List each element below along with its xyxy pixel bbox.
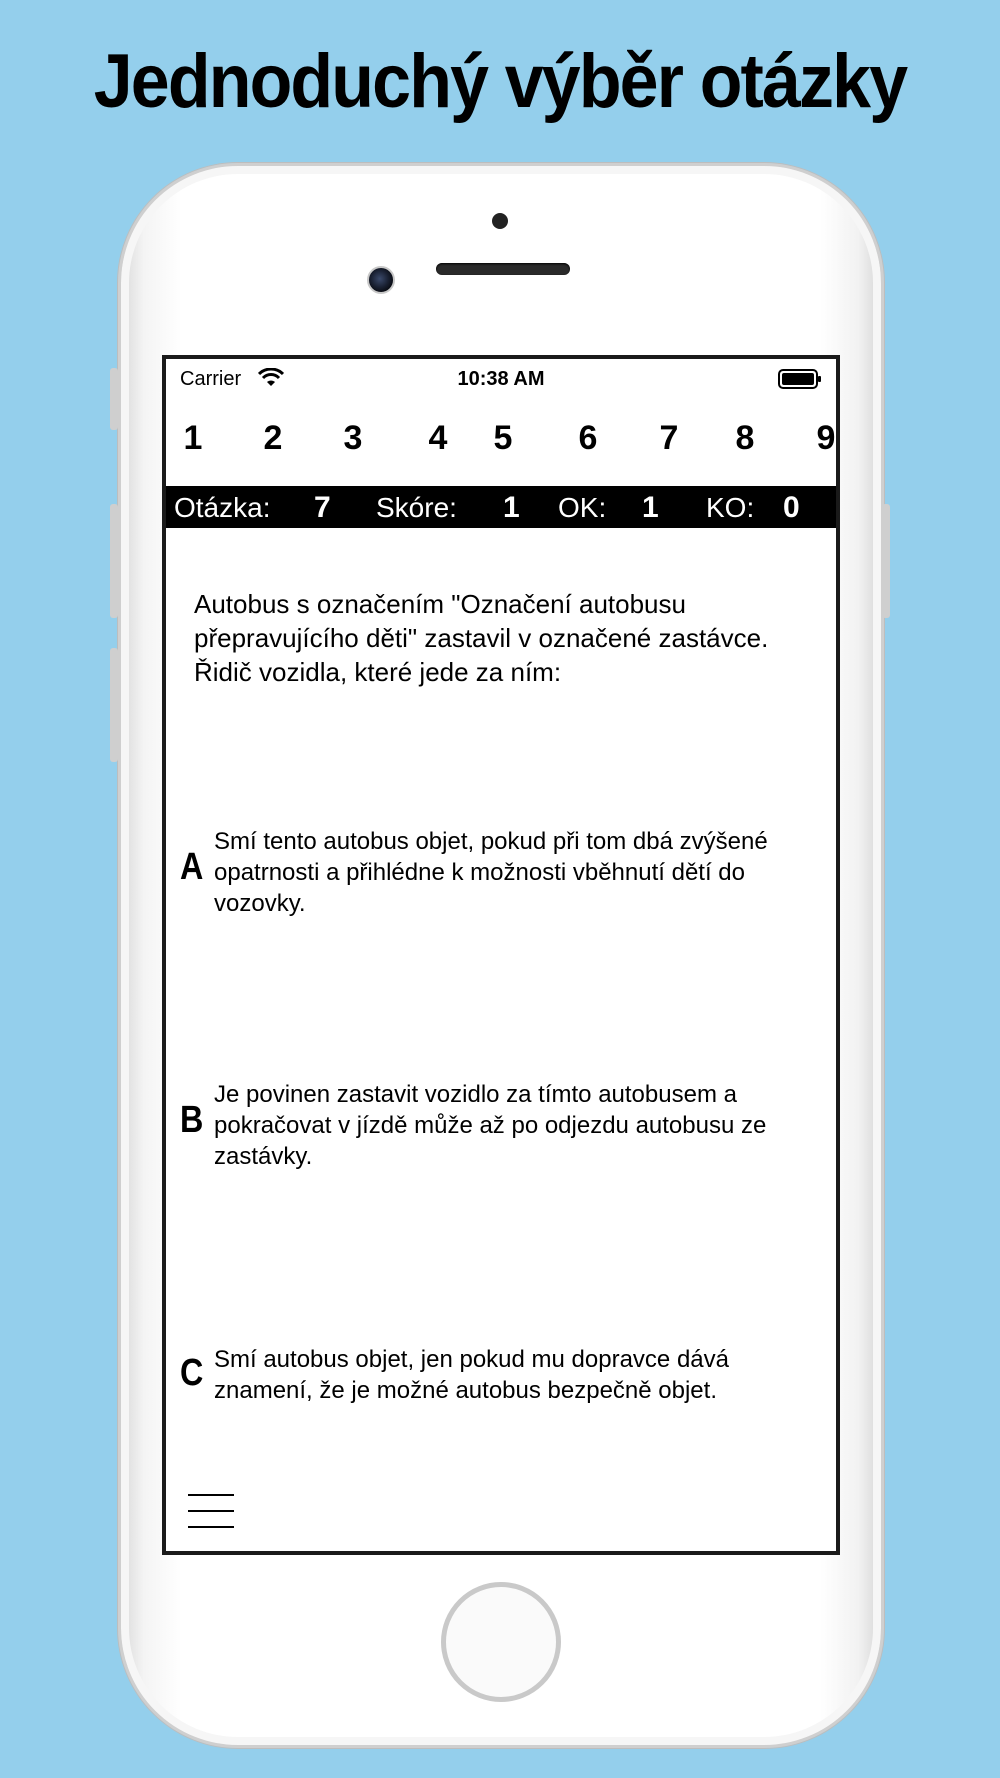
question-number-2[interactable]: 2	[263, 419, 283, 457]
status-time: 10:38 AM	[457, 368, 545, 390]
question-number-3[interactable]: 3	[343, 419, 363, 457]
power-button	[882, 504, 890, 618]
proximity-sensor	[492, 213, 508, 229]
question-number-4[interactable]: 4	[428, 419, 448, 457]
volume-down-button	[110, 648, 118, 762]
ko-value: 0	[783, 491, 800, 524]
question-number-1[interactable]: 1	[183, 419, 203, 457]
question-number-strip[interactable]	[166, 419, 836, 469]
promo-title: Jednoduchý výběr otázky	[93, 39, 907, 124]
ok-value: 1	[642, 491, 659, 524]
answer-letter: A	[180, 846, 204, 888]
answer-letter: C	[180, 1352, 204, 1394]
answer-option-b[interactable]	[176, 1079, 826, 1179]
question-number-8[interactable]: 8	[735, 419, 755, 457]
ko-label: KO:	[706, 492, 755, 523]
volume-up-button	[110, 504, 118, 618]
battery-icon	[778, 369, 822, 389]
score-value: 1	[503, 491, 520, 524]
answer-option-a[interactable]	[176, 826, 826, 926]
answer-option-c[interactable]	[176, 1344, 826, 1414]
hamburger-menu-icon[interactable]	[188, 1494, 234, 1530]
app-screen	[162, 355, 840, 1555]
question-label: Otázka:	[174, 492, 271, 523]
answer-text: Smí tento autobus objet, pokud při tom dbá zvýšené opatrnosti a přihlédne k možnosti vběhnutí dětí do vozovky.	[214, 828, 768, 917]
question-value: 7	[314, 491, 331, 524]
question-number-9[interactable]: 9	[816, 419, 836, 457]
front-camera	[367, 266, 395, 294]
status-bar	[166, 359, 836, 397]
mute-switch	[110, 368, 118, 430]
question-text: Autobus s označením "Označení autobusu přepravujícího děti" zastavil v označené zastávce. Řidič vozidla, které jede za ním:	[194, 589, 769, 687]
home-button[interactable]	[441, 1582, 561, 1702]
answer-text: Smí autobus objet, jen pokud mu dopravce dává znamení, že je možné autobus bezpečně objet.	[214, 1346, 729, 1404]
score-bar	[166, 486, 836, 528]
earpiece-speaker	[436, 263, 570, 275]
answer-text: Je povinen zastavit vozidlo za tímto autobusem a pokračovat v jízdě může až po odjezdu autobusu ze zastávky.	[214, 1081, 767, 1170]
question-number-6[interactable]: 6	[578, 419, 598, 457]
question-number-7[interactable]: 7	[659, 419, 679, 457]
ok-label: OK:	[558, 492, 607, 523]
score-label: Skóre:	[376, 492, 457, 523]
carrier-label: Carrier	[180, 368, 242, 390]
question-number-5[interactable]: 5	[493, 419, 513, 457]
answer-letter: B	[180, 1099, 204, 1141]
